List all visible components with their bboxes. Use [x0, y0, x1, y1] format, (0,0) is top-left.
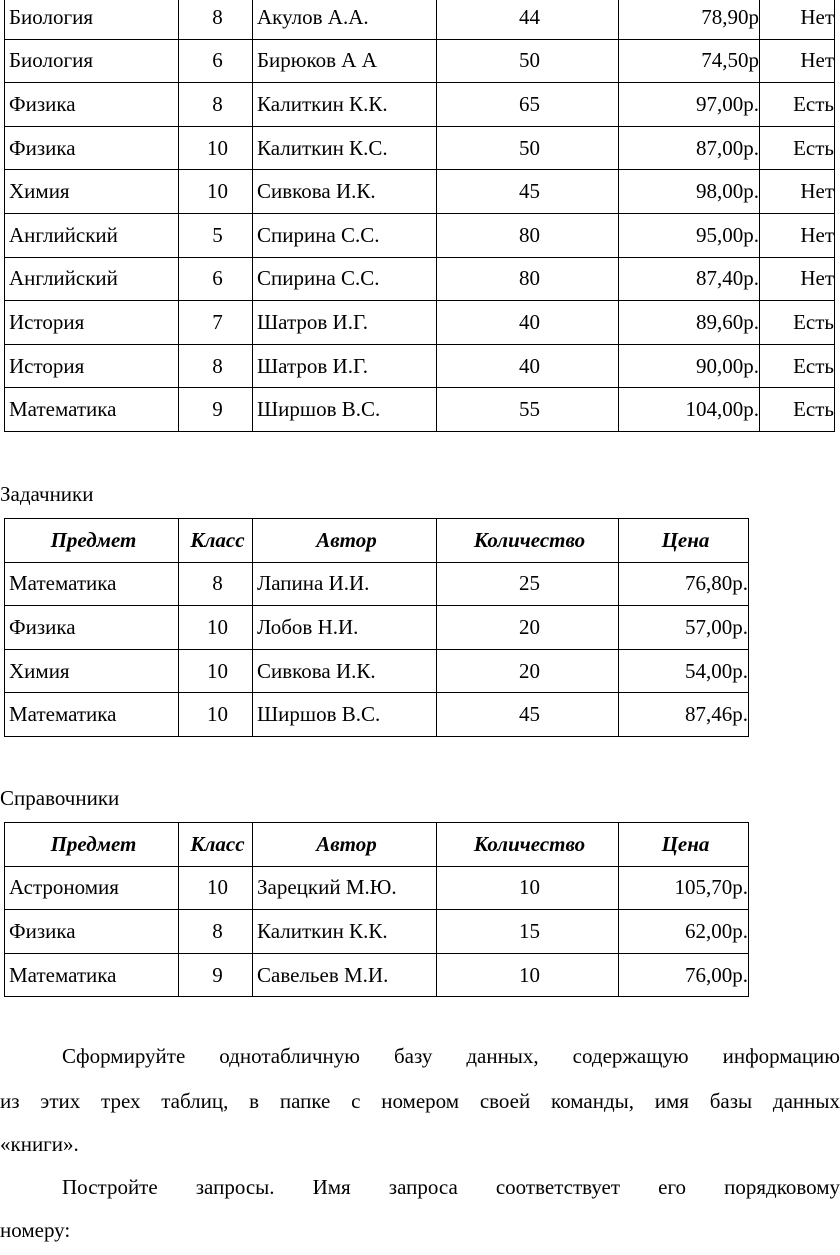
quantity-cell: 10 [437, 953, 619, 997]
grade-cell: 5 [179, 213, 253, 257]
table-row [5, 344, 835, 388]
grade-cell: 8 [179, 83, 253, 127]
subject-cell: История [5, 344, 179, 388]
price-cell: 98,00р. [619, 170, 760, 214]
paragraph-2-line-2: номеру: [0, 1218, 71, 1242]
grade-cell: 10 [179, 693, 253, 737]
problem-books-table [4, 518, 749, 737]
grade-cell: 9 [179, 388, 253, 432]
quantity-cell: 65 [437, 83, 619, 127]
table-row [5, 257, 835, 301]
availability-cell: Есть [760, 126, 835, 170]
table-row [5, 83, 835, 127]
author-cell: Калиткин К.К. [253, 83, 437, 127]
author-cell: Шатров И.Г. [253, 344, 437, 388]
author-cell: Калиткин К.С. [253, 126, 437, 170]
price-cell: 78,90р [619, 0, 760, 39]
price-cell: 62,00р. [619, 910, 749, 954]
quantity-cell: 80 [437, 213, 619, 257]
author-cell: Ширшов В.С. [253, 388, 437, 432]
table-row [5, 301, 835, 345]
reference-books-caption: Справочники [0, 786, 120, 810]
subject-cell: Биология [5, 0, 179, 39]
availability-cell: Нет [760, 170, 835, 214]
paragraph-1-line-2: из этих трех таблиц, в папке с номером своей команды, имя базы данных [0, 1089, 840, 1113]
price-cell: 89,60р. [619, 301, 760, 345]
table-row [5, 213, 835, 257]
paragraph-2-line-1: Постройте запросы. Имя запроса соответствует его порядковому [62, 1175, 840, 1199]
grade-cell: 10 [179, 649, 253, 693]
price-cell: 57,00р. [619, 606, 749, 650]
grade-cell: 10 [179, 170, 253, 214]
subject-cell: Физика [5, 126, 179, 170]
header-quantity: Количество [437, 519, 619, 563]
price-cell: 74,50р [619, 39, 760, 83]
subject-cell: Математика [5, 953, 179, 997]
grade-cell: 10 [179, 866, 253, 910]
quantity-cell: 25 [437, 562, 619, 606]
grade-cell: 7 [179, 301, 253, 345]
reference-books-table [4, 822, 749, 997]
reference-books-table-body [5, 866, 749, 997]
price-cell: 54,00р. [619, 649, 749, 693]
grade-cell: 9 [179, 953, 253, 997]
price-cell: 76,00р. [619, 953, 749, 997]
table-row [5, 606, 749, 650]
quantity-cell: 50 [437, 39, 619, 83]
author-cell: Акулов А.А. [253, 0, 437, 39]
table-row [5, 953, 749, 997]
author-cell: Шатров И.Г. [253, 301, 437, 345]
price-cell: 87,46р. [619, 693, 749, 737]
grade-cell: 6 [179, 257, 253, 301]
header-subject: Предмет [5, 823, 179, 867]
table-row [5, 910, 749, 954]
availability-cell: Нет [760, 0, 835, 39]
quantity-cell: 45 [437, 693, 619, 737]
problem-books-caption: Задачники [0, 482, 94, 506]
subject-cell: Математика [5, 388, 179, 432]
price-cell: 90,00р. [619, 344, 760, 388]
availability-cell: Есть [760, 83, 835, 127]
grade-cell: 8 [179, 0, 253, 39]
quantity-cell: 44 [437, 0, 619, 39]
price-cell: 105,70р. [619, 866, 749, 910]
header-author: Автор [253, 519, 437, 563]
availability-cell: Есть [760, 388, 835, 432]
grade-cell: 8 [179, 562, 253, 606]
availability-cell: Есть [760, 344, 835, 388]
quantity-cell: 20 [437, 649, 619, 693]
quantity-cell: 55 [437, 388, 619, 432]
quantity-cell: 45 [437, 170, 619, 214]
availability-cell: Есть [760, 301, 835, 345]
subject-cell: Английский [5, 257, 179, 301]
table-row [5, 170, 835, 214]
quantity-cell: 15 [437, 910, 619, 954]
quantity-cell: 80 [437, 257, 619, 301]
subject-cell: Физика [5, 83, 179, 127]
author-cell: Ширшов В.С. [253, 693, 437, 737]
subject-cell: Астрономия [5, 866, 179, 910]
price-cell: 76,80р. [619, 562, 749, 606]
price-cell: 87,40р. [619, 257, 760, 301]
header-grade: Класс [179, 519, 253, 563]
table-header-row [5, 519, 749, 563]
paragraph-1-line-3: «книги». [0, 1132, 79, 1156]
price-cell: 97,00р. [619, 83, 760, 127]
author-cell: Спирина С.С. [253, 213, 437, 257]
subject-cell: Английский [5, 213, 179, 257]
header-author: Автор [253, 823, 437, 867]
table-header-row [5, 823, 749, 867]
author-cell: Сивкова И.К. [253, 649, 437, 693]
subject-cell: История [5, 301, 179, 345]
grade-cell: 10 [179, 606, 253, 650]
author-cell: Савельев М.И. [253, 953, 437, 997]
header-grade: Класс [179, 823, 253, 867]
grade-cell: 8 [179, 910, 253, 954]
table-row [5, 649, 749, 693]
author-cell: Бирюков А А [253, 39, 437, 83]
price-cell: 104,00р. [619, 388, 760, 432]
header-subject: Предмет [5, 519, 179, 563]
subject-cell: Математика [5, 693, 179, 737]
subject-cell: Физика [5, 606, 179, 650]
quantity-cell: 10 [437, 866, 619, 910]
availability-cell: Нет [760, 39, 835, 83]
grade-cell: 6 [179, 39, 253, 83]
author-cell: Спирина С.С. [253, 257, 437, 301]
books-table-body [5, 0, 835, 431]
availability-cell: Нет [760, 213, 835, 257]
subject-cell: Биология [5, 39, 179, 83]
problem-books-table-body [5, 562, 749, 736]
grade-cell: 10 [179, 126, 253, 170]
table-row [5, 388, 835, 432]
subject-cell: Химия [5, 649, 179, 693]
author-cell: Лапина И.И. [253, 562, 437, 606]
author-cell: Сивкова И.К. [253, 170, 437, 214]
author-cell: Лобов Н.И. [253, 606, 437, 650]
header-quantity: Количество [437, 823, 619, 867]
table-row [5, 126, 835, 170]
quantity-cell: 50 [437, 126, 619, 170]
author-cell: Калиткин К.К. [253, 910, 437, 954]
paragraph-1-line-1: Сформируйте однотабличную базу данных, содержащую информацию [62, 1044, 840, 1068]
subject-cell: Математика [5, 562, 179, 606]
table-row [5, 562, 749, 606]
header-price: Цена [619, 519, 749, 563]
price-cell: 95,00р. [619, 213, 760, 257]
header-price: Цена [619, 823, 749, 867]
table-row [5, 866, 749, 910]
subject-cell: Физика [5, 910, 179, 954]
availability-cell: Нет [760, 257, 835, 301]
grade-cell: 8 [179, 344, 253, 388]
quantity-cell: 40 [437, 301, 619, 345]
table-row [5, 39, 835, 83]
author-cell: Зарецкий М.Ю. [253, 866, 437, 910]
table-row [5, 0, 835, 39]
table-row [5, 693, 749, 737]
price-cell: 87,00р. [619, 126, 760, 170]
subject-cell: Химия [5, 170, 179, 214]
books-table [4, 0, 835, 432]
quantity-cell: 20 [437, 606, 619, 650]
quantity-cell: 40 [437, 344, 619, 388]
